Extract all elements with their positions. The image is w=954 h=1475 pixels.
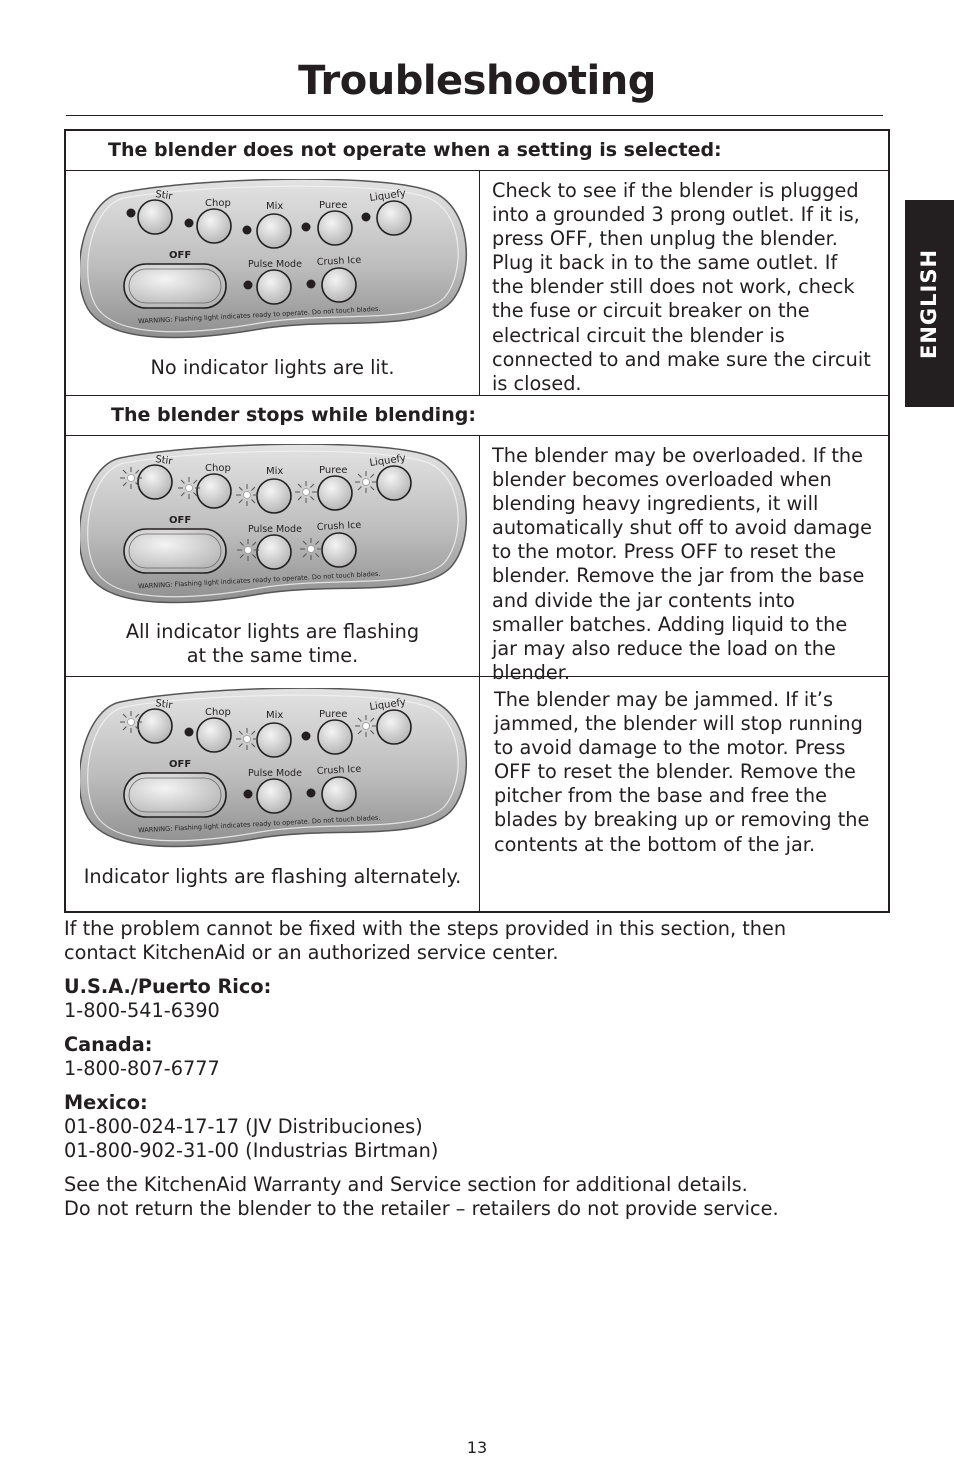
page-title: Troubleshooting (298, 58, 656, 104)
flashing-light-icon (236, 728, 258, 750)
problem-description-1: Check to see if the blender is plugged into a grounded 3 prong outlet. If it is, press OFF, then unplug the blender. Plug it back in to the same outlet. If the blender still does not work, check the fuse or circuit breaker on the electrical circuit the blender is connected to and make sure the circuit is closed. (492, 179, 871, 395)
flashing-light-icon (120, 711, 142, 733)
page-number: 13 (466, 1438, 488, 1457)
canada-contact (64, 1033, 220, 1081)
indicator-light (302, 223, 311, 232)
problem-caption-2-line-1: All indicator lights are flashing (125, 620, 420, 643)
control-panel-flashing-alternate (80, 688, 472, 851)
indicator-light (244, 281, 253, 290)
warranty-note-line-2: Do not return the blender to the retailer – retailers do not provide service. (64, 1197, 779, 1221)
indicator-light (244, 790, 253, 799)
flashing-light-icon (120, 467, 142, 489)
language-tab-label: ENGLISH (917, 248, 942, 359)
mexico-phone-2: 01-800-902-31-00 (Industrias Birtman) (64, 1139, 439, 1163)
canada-phone: 1-800-807-6777 (64, 1057, 220, 1081)
problem-description-2: The blender may be overloaded. If the blender becomes overloaded when blending heavy ingredients, it will automatically shut off to avoid damage to the motor. Press OFF to reset the blender. Remove the jar from the base and divide the jar contents into smaller batches. Adding liquid to the jar may also reduce the load on the blender. (492, 444, 872, 684)
flashing-light-icon (355, 471, 377, 493)
flashing-light-icon (300, 538, 322, 560)
problem-heading-2: The blender stops while blending: (111, 404, 476, 426)
flashing-light-icon (237, 539, 259, 561)
usa-label: U.S.A./Puerto Rico: (64, 975, 272, 998)
row-divider (66, 395, 888, 396)
problem-caption-1: No indicator lights are lit. (150, 356, 395, 379)
problem-caption-2-line-2: at the same time. (186, 644, 359, 668)
indicator-light (185, 219, 194, 228)
mexico-label: Mexico: (64, 1091, 148, 1114)
problem-heading-1: The blender does not operate when a setting is selected: (108, 139, 722, 161)
control-panel-unlit (80, 179, 472, 342)
title-divider (66, 115, 883, 116)
blender-panel-flashing-alternate-illustration (80, 688, 472, 851)
flashing-light-icon (355, 715, 377, 737)
contact-intro: If the problem cannot be fixed with the steps provided in this section, then contact KitchenAid or an authorized service center. (64, 917, 787, 965)
blender-panel-flashing-all-illustration (80, 444, 472, 607)
usa-phone: 1-800-541-6390 (64, 999, 220, 1023)
indicator-light (307, 789, 316, 798)
usa-contact (64, 975, 271, 1023)
flashing-light-icon (178, 477, 200, 499)
troubleshooting-table (64, 129, 890, 913)
mexico-phone-1: 01-800-024-17-17 (JV Distribuciones) (64, 1115, 423, 1139)
language-tab (905, 200, 954, 407)
problem-description-3: The blender may be jammed. If it’s jammed, the blender will stop running to avoid damage to the motor. Press OFF to reset the blender. Remove the pitcher from the base and free the blades by breaking up or removing the contents at the bottom of the jar. (494, 688, 870, 856)
indicator-light (243, 226, 252, 235)
blender-panel-unlit-illustration (80, 179, 472, 342)
problem-caption-2 (66, 620, 479, 668)
problem-caption-3: Indicator lights are flashing alternately. (83, 865, 462, 888)
column-divider (479, 170, 480, 395)
indicator-light (185, 728, 194, 737)
indicator-light (302, 732, 311, 741)
warranty-note (64, 1173, 779, 1221)
mexico-contact (64, 1091, 438, 1163)
indicator-light (362, 213, 371, 222)
warranty-note-line-1: See the KitchenAid Warranty and Service section for additional details. (64, 1173, 748, 1196)
indicator-light (307, 280, 316, 289)
canada-label: Canada: (64, 1033, 153, 1056)
row-divider (66, 676, 888, 677)
flashing-light-icon (236, 484, 258, 506)
indicator-light (127, 209, 136, 218)
row-divider (66, 170, 888, 171)
column-divider (479, 676, 480, 911)
control-panel-flashing-all (80, 444, 472, 607)
column-divider (479, 435, 480, 676)
flashing-light-icon (295, 481, 317, 503)
row-divider (66, 435, 888, 436)
